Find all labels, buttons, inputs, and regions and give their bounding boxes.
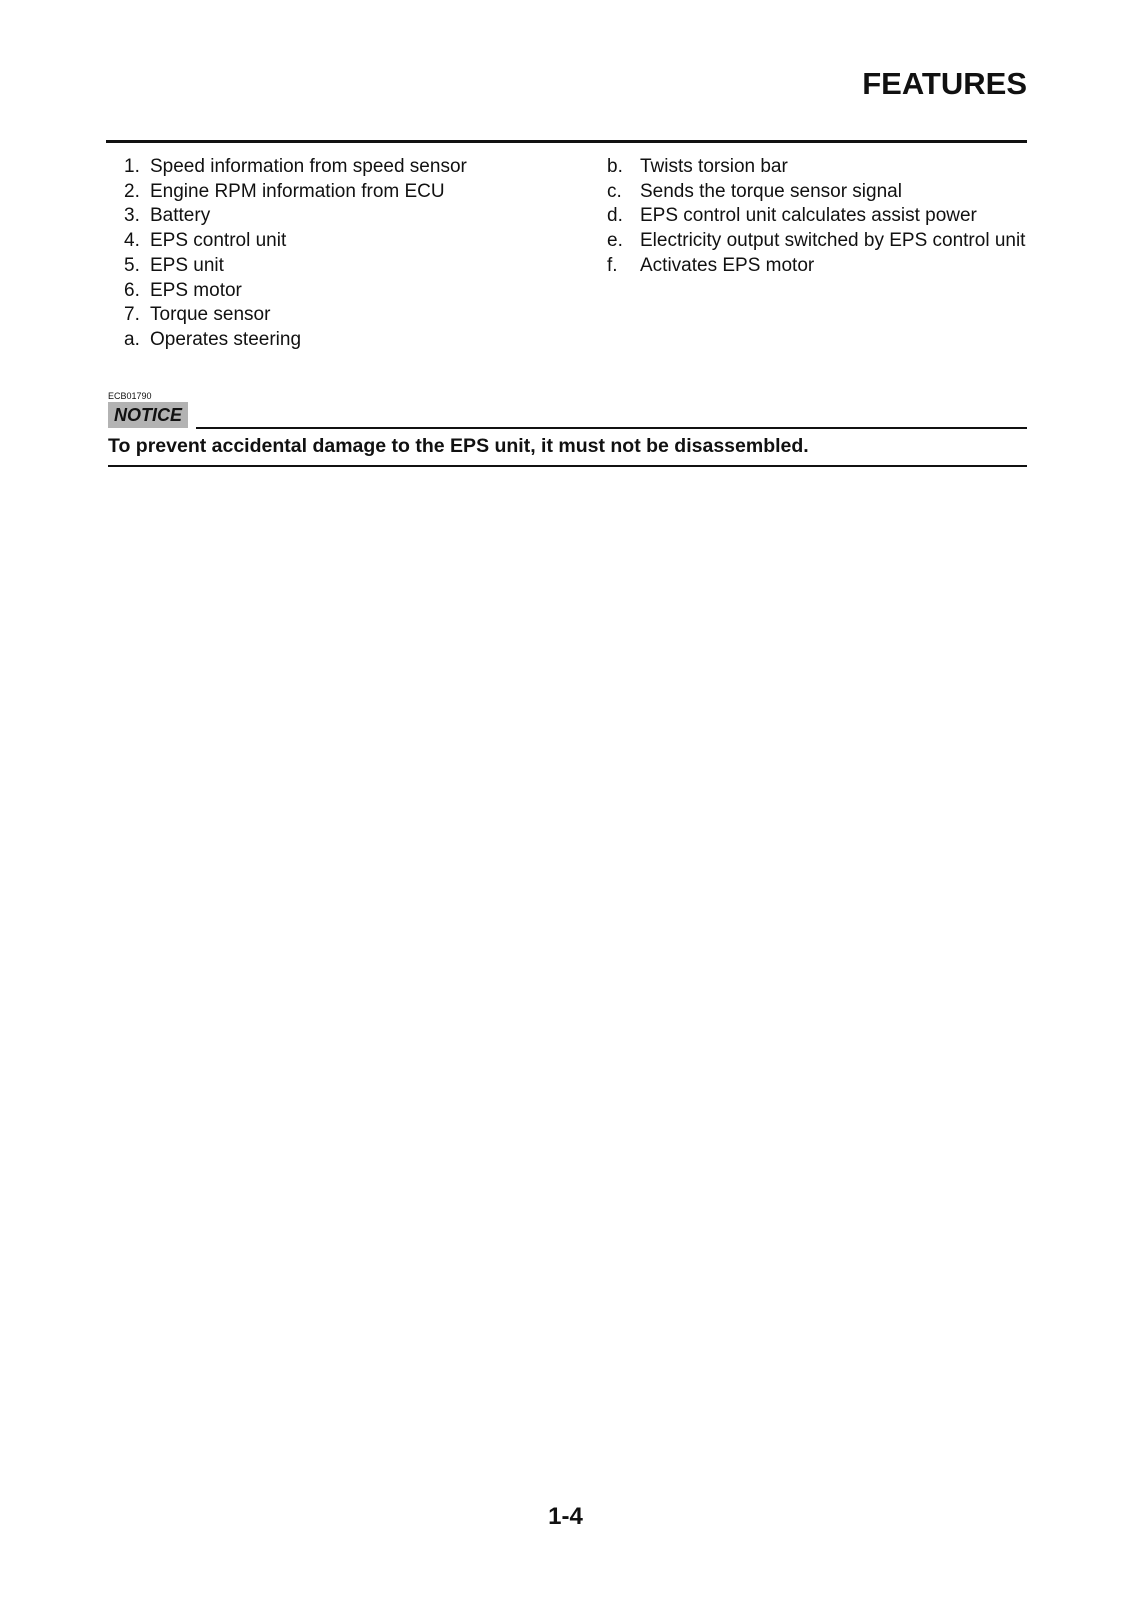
- legend-key: a.: [124, 328, 140, 350]
- legend-key: c.: [607, 180, 622, 202]
- legend-key: d.: [607, 205, 623, 227]
- legend-key: 5.: [124, 254, 140, 276]
- legend-text: EPS control unit: [150, 230, 287, 252]
- legend-item: [120, 328, 580, 353]
- legend-item: [120, 204, 580, 229]
- legend-key: 1.: [124, 156, 140, 177]
- legend-text: Engine RPM information from ECU: [150, 180, 445, 202]
- legend-list-left: [120, 155, 580, 353]
- legend-text: Activates EPS motor: [640, 254, 815, 276]
- legend-item: [120, 155, 580, 180]
- legend-item: [607, 254, 1047, 279]
- legend-item: [120, 279, 580, 304]
- legend-item: [607, 229, 1047, 254]
- legend-text: Battery: [150, 205, 211, 227]
- legend-key: f.: [607, 254, 618, 276]
- legend-key: 7.: [124, 304, 140, 326]
- legend-text: EPS motor: [150, 279, 242, 301]
- legend-item: [120, 229, 580, 254]
- notice-text: To prevent accidental damage to the EPS unit, it must not be disassembled.: [108, 435, 809, 457]
- legend-key: 2.: [124, 180, 140, 202]
- legend-text: Speed information from speed sensor: [150, 156, 467, 177]
- notice-bottom-rule: [108, 465, 1027, 467]
- notice-top-rule: [196, 427, 1027, 429]
- legend-key: b.: [607, 156, 623, 177]
- legend-text: Electricity output switched by EPS control unit: [640, 230, 1026, 252]
- legend-item: [607, 180, 1047, 205]
- legend-item: [120, 180, 580, 205]
- legend-text: Twists torsion bar: [640, 156, 788, 177]
- legend-text: EPS control unit calculates assist power: [640, 205, 977, 227]
- legend-item: [120, 303, 580, 328]
- legend-item: [607, 155, 1047, 180]
- legend-item: [120, 254, 580, 279]
- legend-key: 4.: [124, 230, 140, 252]
- legend-key: 3.: [124, 205, 140, 227]
- legend-text: Operates steering: [150, 328, 302, 350]
- page-title: FEATURES: [862, 66, 1027, 101]
- notice-label: NOTICE: [108, 402, 188, 428]
- legend-list-right: [607, 155, 1047, 279]
- legend-text: Sends the torque sensor signal: [640, 180, 902, 202]
- legend-text: EPS unit: [150, 254, 224, 276]
- legend-key: 6.: [124, 279, 140, 301]
- legend-key: e.: [607, 230, 623, 252]
- legend-item: [607, 204, 1047, 229]
- notice-header: [108, 402, 1027, 430]
- page-number: 1-4: [548, 1503, 583, 1530]
- notice-reference-code: ECB01790: [108, 391, 152, 401]
- header-divider: [106, 140, 1027, 143]
- legend-text: Torque sensor: [150, 304, 271, 326]
